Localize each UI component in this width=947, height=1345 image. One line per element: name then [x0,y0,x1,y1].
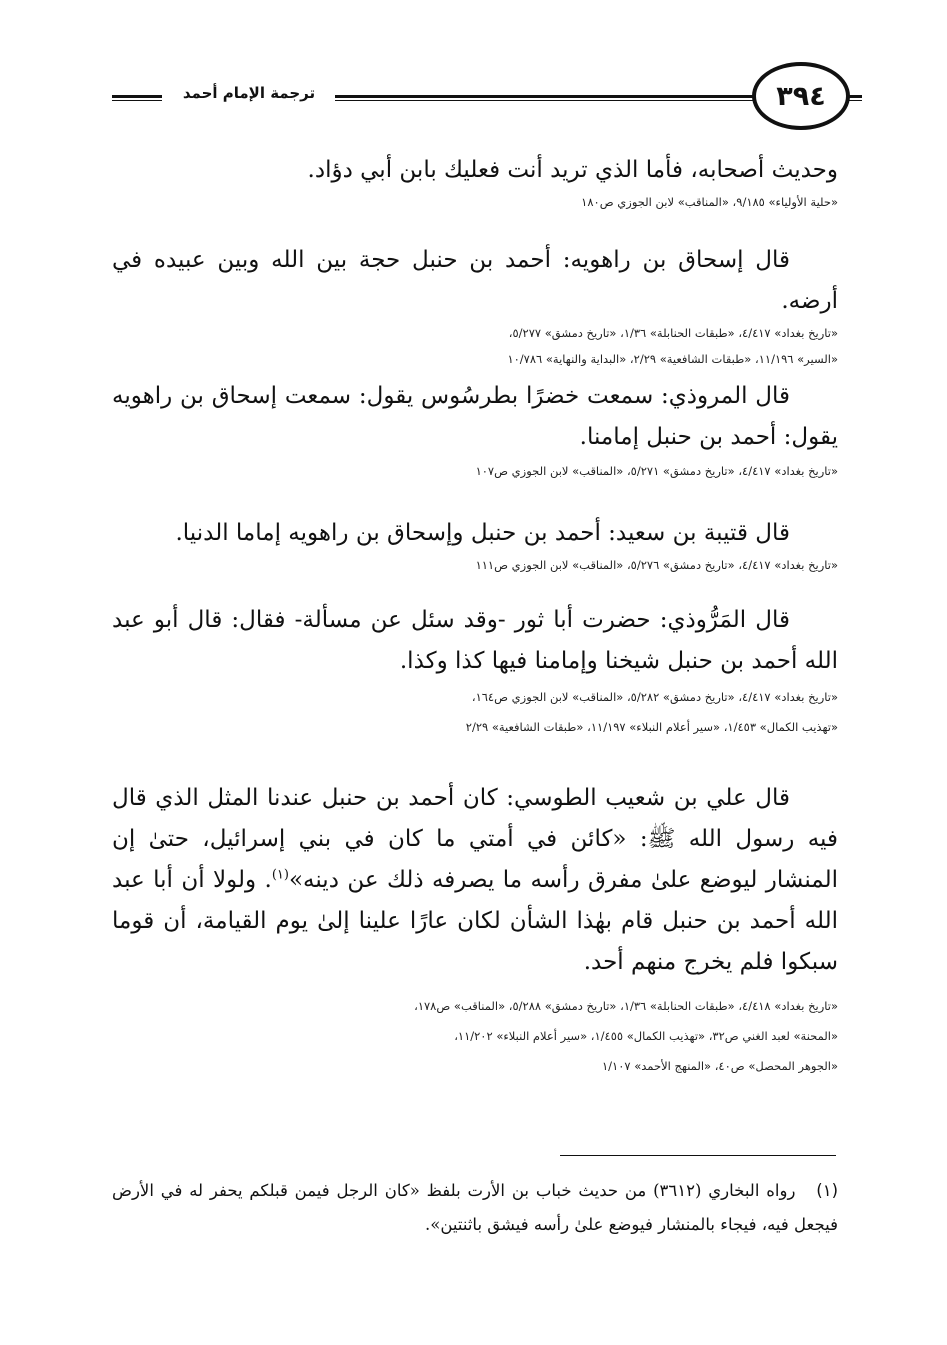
source-reference: «تاريخ بغداد» ٤/٤١٧، «طبقات الحنابلة» ١/٣٦، «تاريخ دمشق» ٥/٢٧٧، [508,326,838,340]
paragraph [112,778,838,983]
paragraph: وحديث أصحابه، فأما الذي تريد أنت فعليك بابن أبي دؤاد. [307,157,838,183]
footnote-marker: (١) [816,1181,838,1200]
page-number: ٣٩٤ [752,62,850,130]
text-block [112,778,838,1083]
footnote-reference[interactable]: (١) [271,867,289,883]
text-block [112,376,838,488]
source-reference: «تهذيب الكمال» ١/٤٥٣، «سير أعلام النبلاء» ١١/١٩٧، «طبقات الشافعية» ٢/٢٩ [465,720,838,734]
source-reference: «تاريخ بغداد» ٤/٤١٧، «تاريخ دمشق» ٥/٢٧٦، «المناقب» لابن الجوزي ص١١١ [475,558,838,572]
paragraph-text: قال علي بن شعيب الطوسي: كان أحمد بن حنبل عندنا المثل الذي قال فيه رسول الله ﷺ: «كائن في أمتي ما كان في بني إسرائيل، حتىٰ إن المنشار ليوضع علىٰ مفرق رأسه ما يصرفه ذلك عن دينه» [112,785,838,893]
header-rule-middle [335,95,753,101]
text-block [112,240,838,376]
source-reference: «تاريخ بغداد» ٤/٤١٨، «طبقات الحنابلة» ١/٣٦، «تاريخ دمشق» ٥/٢٨٨، «المناقب» ص١٧٨، [414,999,838,1013]
paragraph-text: . ولولا أن أبا عبد الله أحمد بن حنبل قام بهٰذا الشأن لكان عارًا علينا إلىٰ يوم القيامة، أن قوما سبكوا فلم يخرج منهم أحد. [112,867,838,975]
text-block [112,513,838,582]
running-title: ترجمة الإمام أحمد [182,84,316,102]
source-reference: «المحنة» لعبد الغني ص٣٢، «تهذيب الكمال» ١/٤٥٥، «سير أعلام النبلاء» ١١/٢٠٢، [454,1029,838,1043]
footnote-text: رواه البخاري (٣٦١٢) من حديث خباب بن الأرت بلفظ «كان الرجل فيمن قبلكم يحفر له في الأرض فيجعل فيه، فيجاء بالمنشار فيوضع علىٰ رأسه فيشق باثنتين». [112,1181,838,1234]
footnote-separator [560,1155,836,1156]
text-block [112,150,838,219]
paragraph: قال المروذي: سمعت خضرًا بطرسُوس يقول: سمعت إسحاق بن راهويه يقول: أحمد بن حنبل إمامنا. [112,383,838,450]
header-rule-left [112,95,162,101]
text-block [112,600,838,744]
source-reference: «حلية الأولياء» ٩/١٨٥، «المناقب» لابن الجوزي ص١٨٠ [581,195,838,209]
paragraph: قال المَرُّوذي: حضرت أبا ثور -وقد سئل عن مسألة- فقال: قال أبو عبد الله أحمد بن حنبل شيخنا وإمامنا فيها كذا وكذا. [112,607,838,674]
source-reference: «تاريخ بغداد» ٤/٤١٧، «تاريخ دمشق» ٥/٢٨٢، «المناقب» لابن الجوزي ص١٦٤، [471,690,838,704]
paragraph: قال قتيبة بن سعيد: أحمد بن حنبل وإسحاق بن راهويه إماما الدنيا. [175,520,790,546]
footnote [112,1174,838,1242]
paragraph: قال إسحاق بن راهويه: أحمد بن حنبل حجة بين الله وبين عبيده في أرضه. [112,247,838,314]
source-reference: «السير» ١١/١٩٦، «طبقات الشافعية» ٢/٢٩، «البداية والنهاية» ١٠/٧٨٦ [507,352,838,366]
source-reference: «الجوهر المحصل» ص٤٠، «المنهج الأحمد» ١/١٠٧ [601,1059,838,1073]
source-reference: «تاريخ بغداد» ٤/٤١٧، «تاريخ دمشق» ٥/٢٧١، «المناقب» لابن الجوزي ص١٠٧ [475,464,838,478]
page-header [100,62,850,134]
